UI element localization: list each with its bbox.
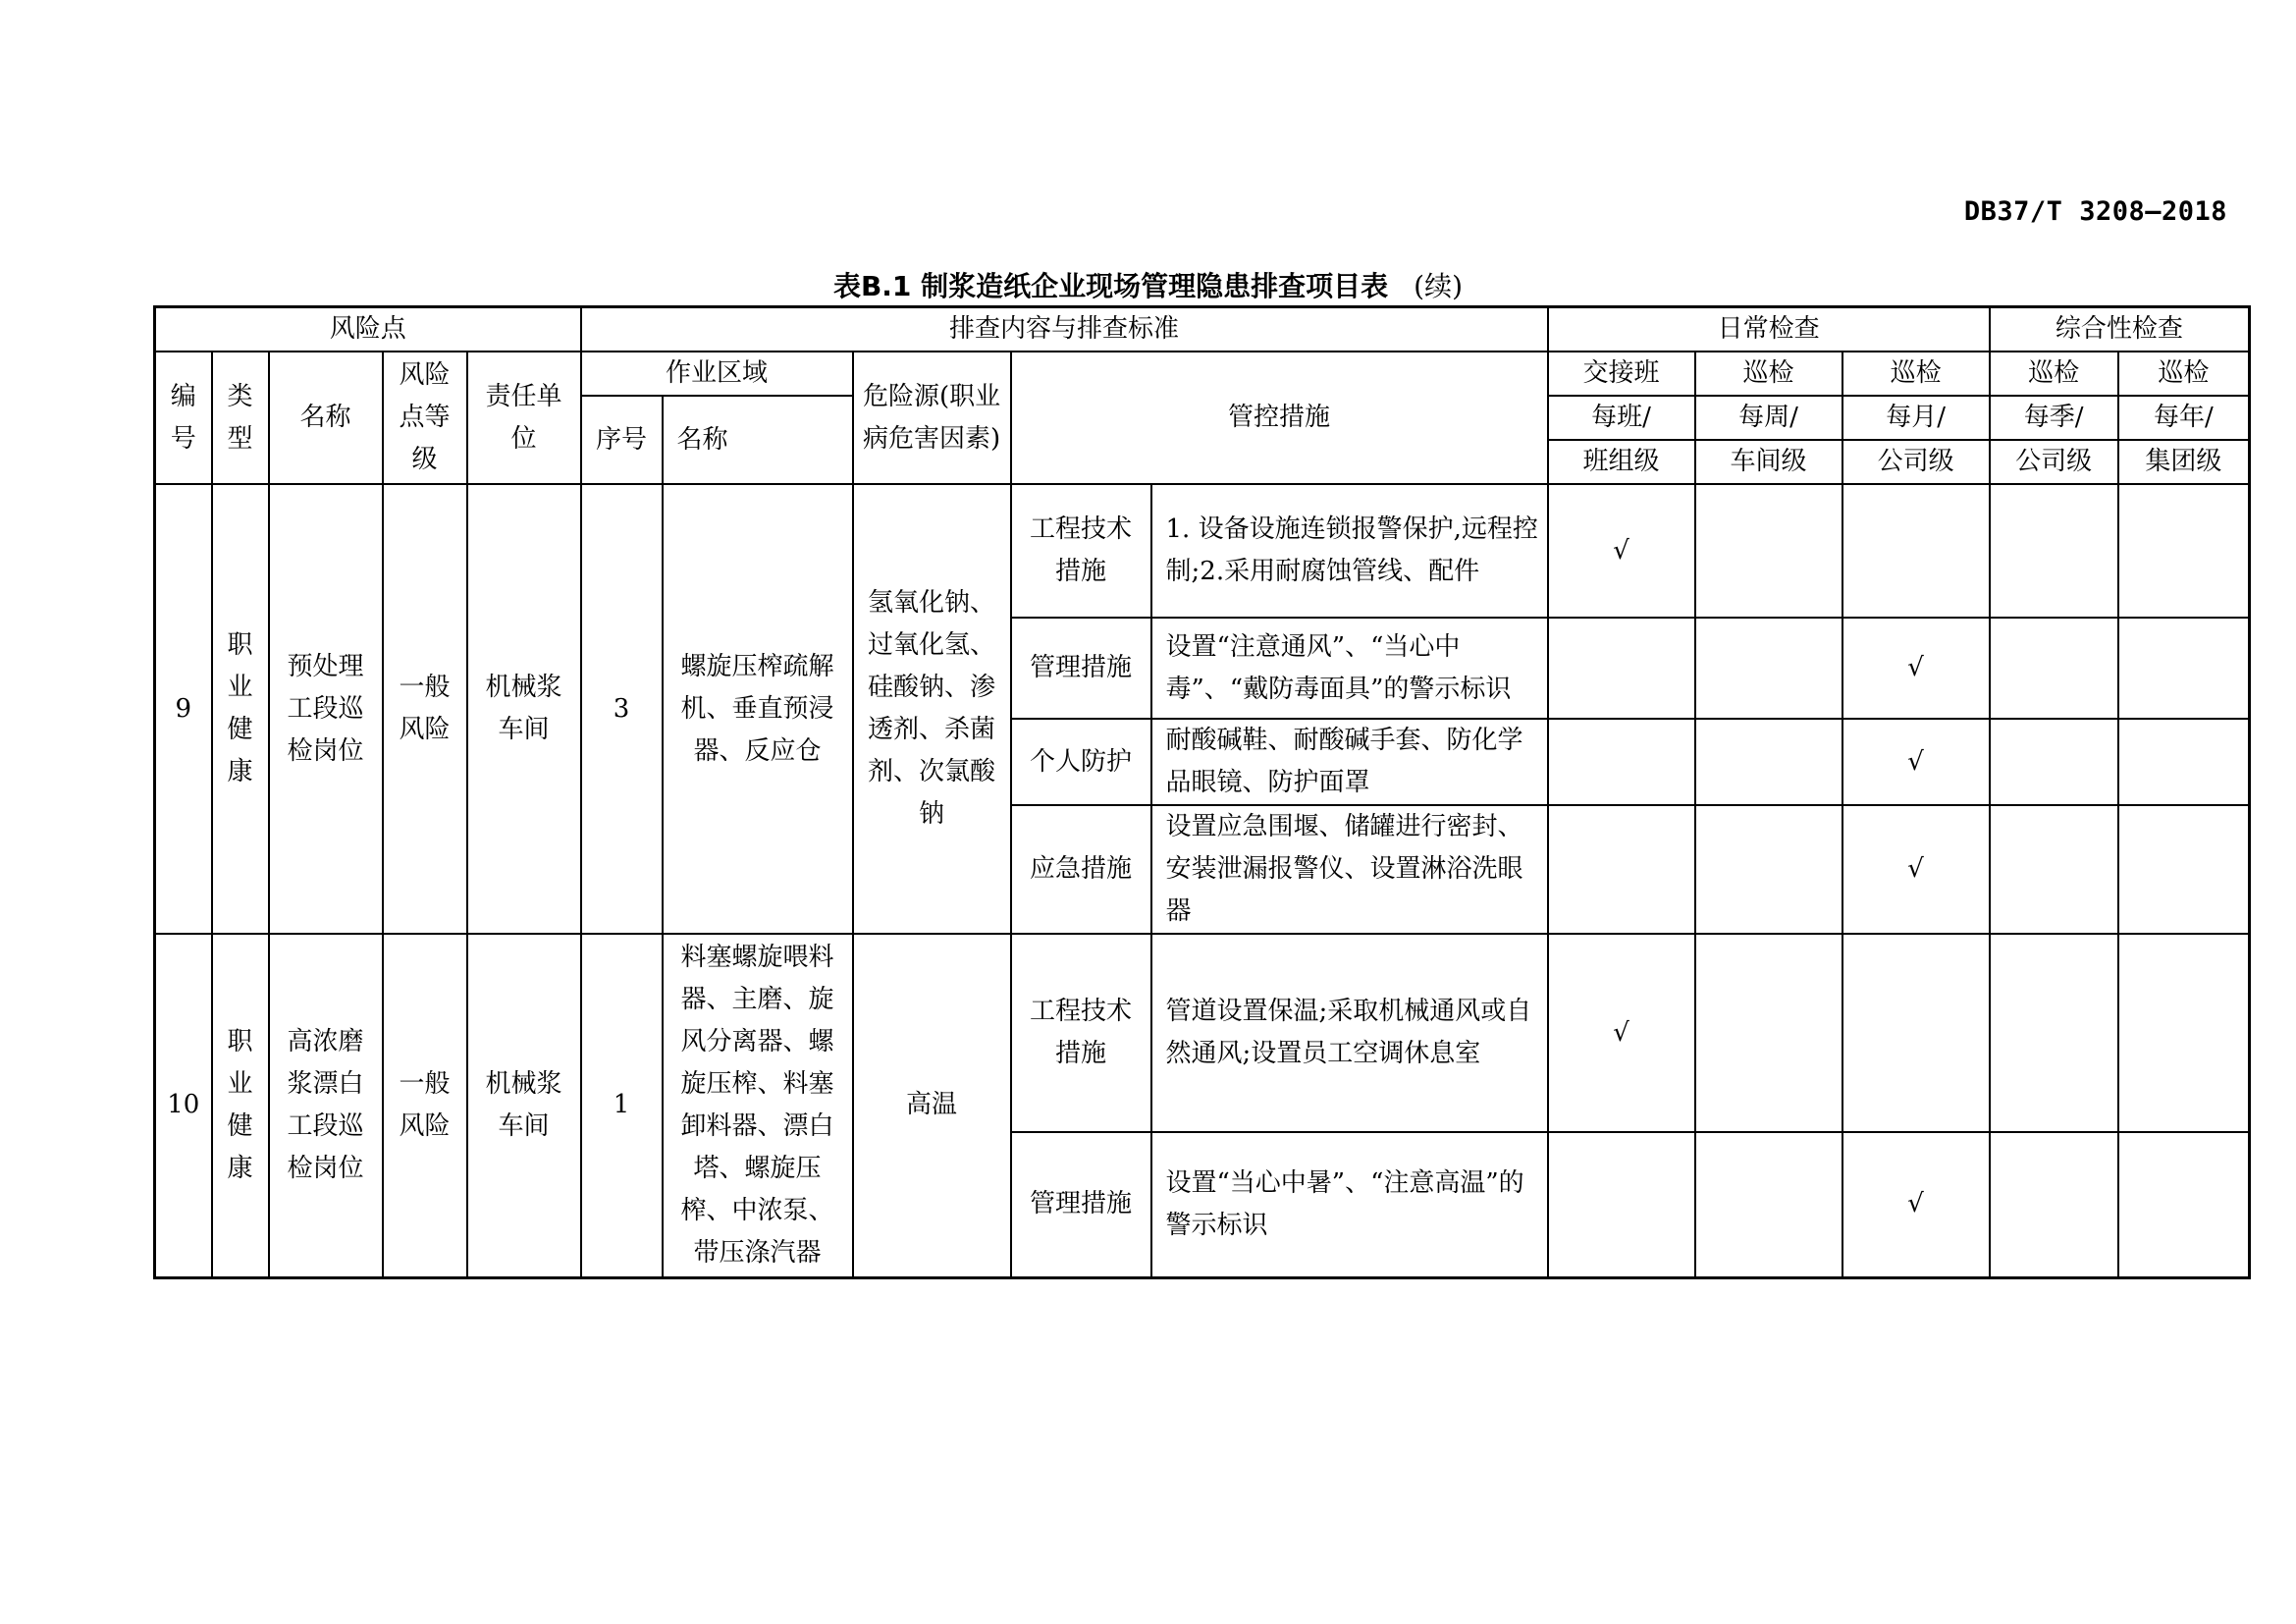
row-number: 10	[155, 934, 212, 1277]
header-patrol-month-title: 巡检	[1842, 352, 1990, 396]
header-patrol-week-freq: 每周/	[1695, 396, 1842, 440]
row-type: 职业健康	[212, 484, 269, 934]
header-patrol-year-freq: 每年/	[2118, 396, 2250, 440]
measure-category: 工程技术措施	[1011, 484, 1151, 618]
table-row	[155, 484, 2250, 618]
standard-code: DB37/T 3208—2018	[1963, 196, 2227, 227]
check-cell	[1548, 719, 1695, 805]
check-cell	[2118, 805, 2250, 934]
check-cell	[1548, 618, 1695, 719]
check-cell: √	[1842, 805, 1990, 934]
row-seq: 3	[581, 484, 663, 934]
check-cell	[1695, 805, 1842, 934]
measure-content: 设置应急围堰、储罐进行密封、安装泄漏报警仪、设置淋浴洗眼器	[1151, 805, 1548, 934]
measure-content: 管道设置保温;采取机械通风或自然通风;设置员工空调休息室	[1151, 934, 1548, 1132]
table-row	[155, 934, 2250, 1132]
check-cell	[2118, 934, 2250, 1132]
row-risk-level: 一般风险	[383, 484, 467, 934]
row-hazard: 氢氧化钠、过氧化氢、硅酸钠、渗透剂、杀菌剂、次氯酸钠	[853, 484, 1011, 934]
header-patrol-season-freq: 每季/	[1990, 396, 2118, 440]
group-header-comprehensive: 综合性检查	[1990, 307, 2250, 352]
hazard-inspection-table	[153, 305, 2251, 1279]
row-seq: 1	[581, 934, 663, 1277]
header-risk-level: 风险点等级	[383, 352, 467, 484]
header-hazard: 危险源(职业病危害因素)	[853, 352, 1011, 484]
table-title-suffix: (续)	[1414, 270, 1464, 302]
check-cell: √	[1842, 719, 1990, 805]
check-cell	[1842, 934, 1990, 1132]
header-patrol-year-title: 巡检	[2118, 352, 2250, 396]
row-area-name: 螺旋压榨疏解机、垂直预浸器、反应仓	[663, 484, 853, 934]
header-seq: 序号	[581, 396, 663, 484]
measure-category: 管理措施	[1011, 618, 1151, 719]
group-header-daily: 日常检查	[1548, 307, 1990, 352]
check-cell: √	[1548, 934, 1695, 1132]
table-title	[0, 265, 2296, 304]
check-cell	[1695, 1132, 1842, 1277]
header-shift-level: 班组级	[1548, 440, 1695, 484]
header-shift-freq: 每班/	[1548, 396, 1695, 440]
group-header-risk-point: 风险点	[155, 307, 581, 352]
check-cell	[1695, 484, 1842, 618]
measure-category: 应急措施	[1011, 805, 1151, 934]
check-cell	[2118, 618, 2250, 719]
row-responsible: 机械浆车间	[467, 934, 581, 1277]
measure-category: 个人防护	[1011, 719, 1151, 805]
check-cell: √	[1842, 618, 1990, 719]
header-patrol-season-title: 巡检	[1990, 352, 2118, 396]
row-number: 9	[155, 484, 212, 934]
header-patrol-week-title: 巡检	[1695, 352, 1842, 396]
header-number: 编号	[155, 352, 212, 484]
measure-content: 设置“当心中暑”、“注意高温”的警示标识	[1151, 1132, 1548, 1277]
header-control: 管控措施	[1011, 352, 1548, 484]
header-patrol-month-freq: 每月/	[1842, 396, 1990, 440]
check-cell	[1990, 719, 2118, 805]
group-header-row	[155, 307, 2250, 352]
check-cell	[1695, 934, 1842, 1132]
row-type: 职业健康	[212, 934, 269, 1277]
row-name: 预处理工段巡检岗位	[269, 484, 383, 934]
check-cell	[1548, 805, 1695, 934]
check-cell	[2118, 484, 2250, 618]
check-cell	[2118, 719, 2250, 805]
measure-category: 管理措施	[1011, 1132, 1151, 1277]
check-cell	[1990, 1132, 2118, 1277]
check-cell	[2118, 1132, 2250, 1277]
check-cell	[1990, 484, 2118, 618]
row-name: 高浓磨浆漂白工段巡检岗位	[269, 934, 383, 1277]
row-hazard: 高温	[853, 934, 1011, 1277]
measure-category: 工程技术措施	[1011, 934, 1151, 1132]
row-responsible: 机械浆车间	[467, 484, 581, 934]
check-cell: √	[1842, 1132, 1990, 1277]
row-risk-level: 一般风险	[383, 934, 467, 1277]
check-cell	[1695, 618, 1842, 719]
check-cell	[1842, 484, 1990, 618]
table-title-text: 表B.1 制浆造纸企业现场管理隐患排查项目表	[832, 270, 1389, 302]
check-cell	[1695, 719, 1842, 805]
header-work-area: 作业区域	[581, 352, 853, 396]
check-cell	[1990, 934, 2118, 1132]
header-name: 名称	[269, 352, 383, 484]
header-responsible: 责任单位	[467, 352, 581, 484]
header-patrol-week-level: 车间级	[1695, 440, 1842, 484]
check-cell	[1548, 1132, 1695, 1277]
header-patrol-month-level: 公司级	[1842, 440, 1990, 484]
header-patrol-season-level: 公司级	[1990, 440, 2118, 484]
measure-content: 1. 设备设施连锁报警保护,远程控制;2.采用耐腐蚀管线、配件	[1151, 484, 1548, 618]
check-cell: √	[1548, 484, 1695, 618]
group-header-inspection: 排查内容与排查标准	[581, 307, 1548, 352]
row-area-name: 料塞螺旋喂料器、主磨、旋风分离器、螺旋压榨、料塞卸料器、漂白塔、螺旋压榨、中浓泵、带压涤汽器	[663, 934, 853, 1277]
check-cell	[1990, 618, 2118, 719]
header-area-name: 名称	[663, 396, 853, 484]
check-cell	[1990, 805, 2118, 934]
header-row-1	[155, 352, 2250, 396]
measure-content: 设置“注意通风”、“当心中毒”、“戴防毒面具”的警示标识	[1151, 618, 1548, 719]
header-type: 类型	[212, 352, 269, 484]
header-patrol-year-level: 集团级	[2118, 440, 2250, 484]
measure-content: 耐酸碱鞋、耐酸碱手套、防化学品眼镜、防护面罩	[1151, 719, 1548, 805]
header-shift-title: 交接班	[1548, 352, 1695, 396]
